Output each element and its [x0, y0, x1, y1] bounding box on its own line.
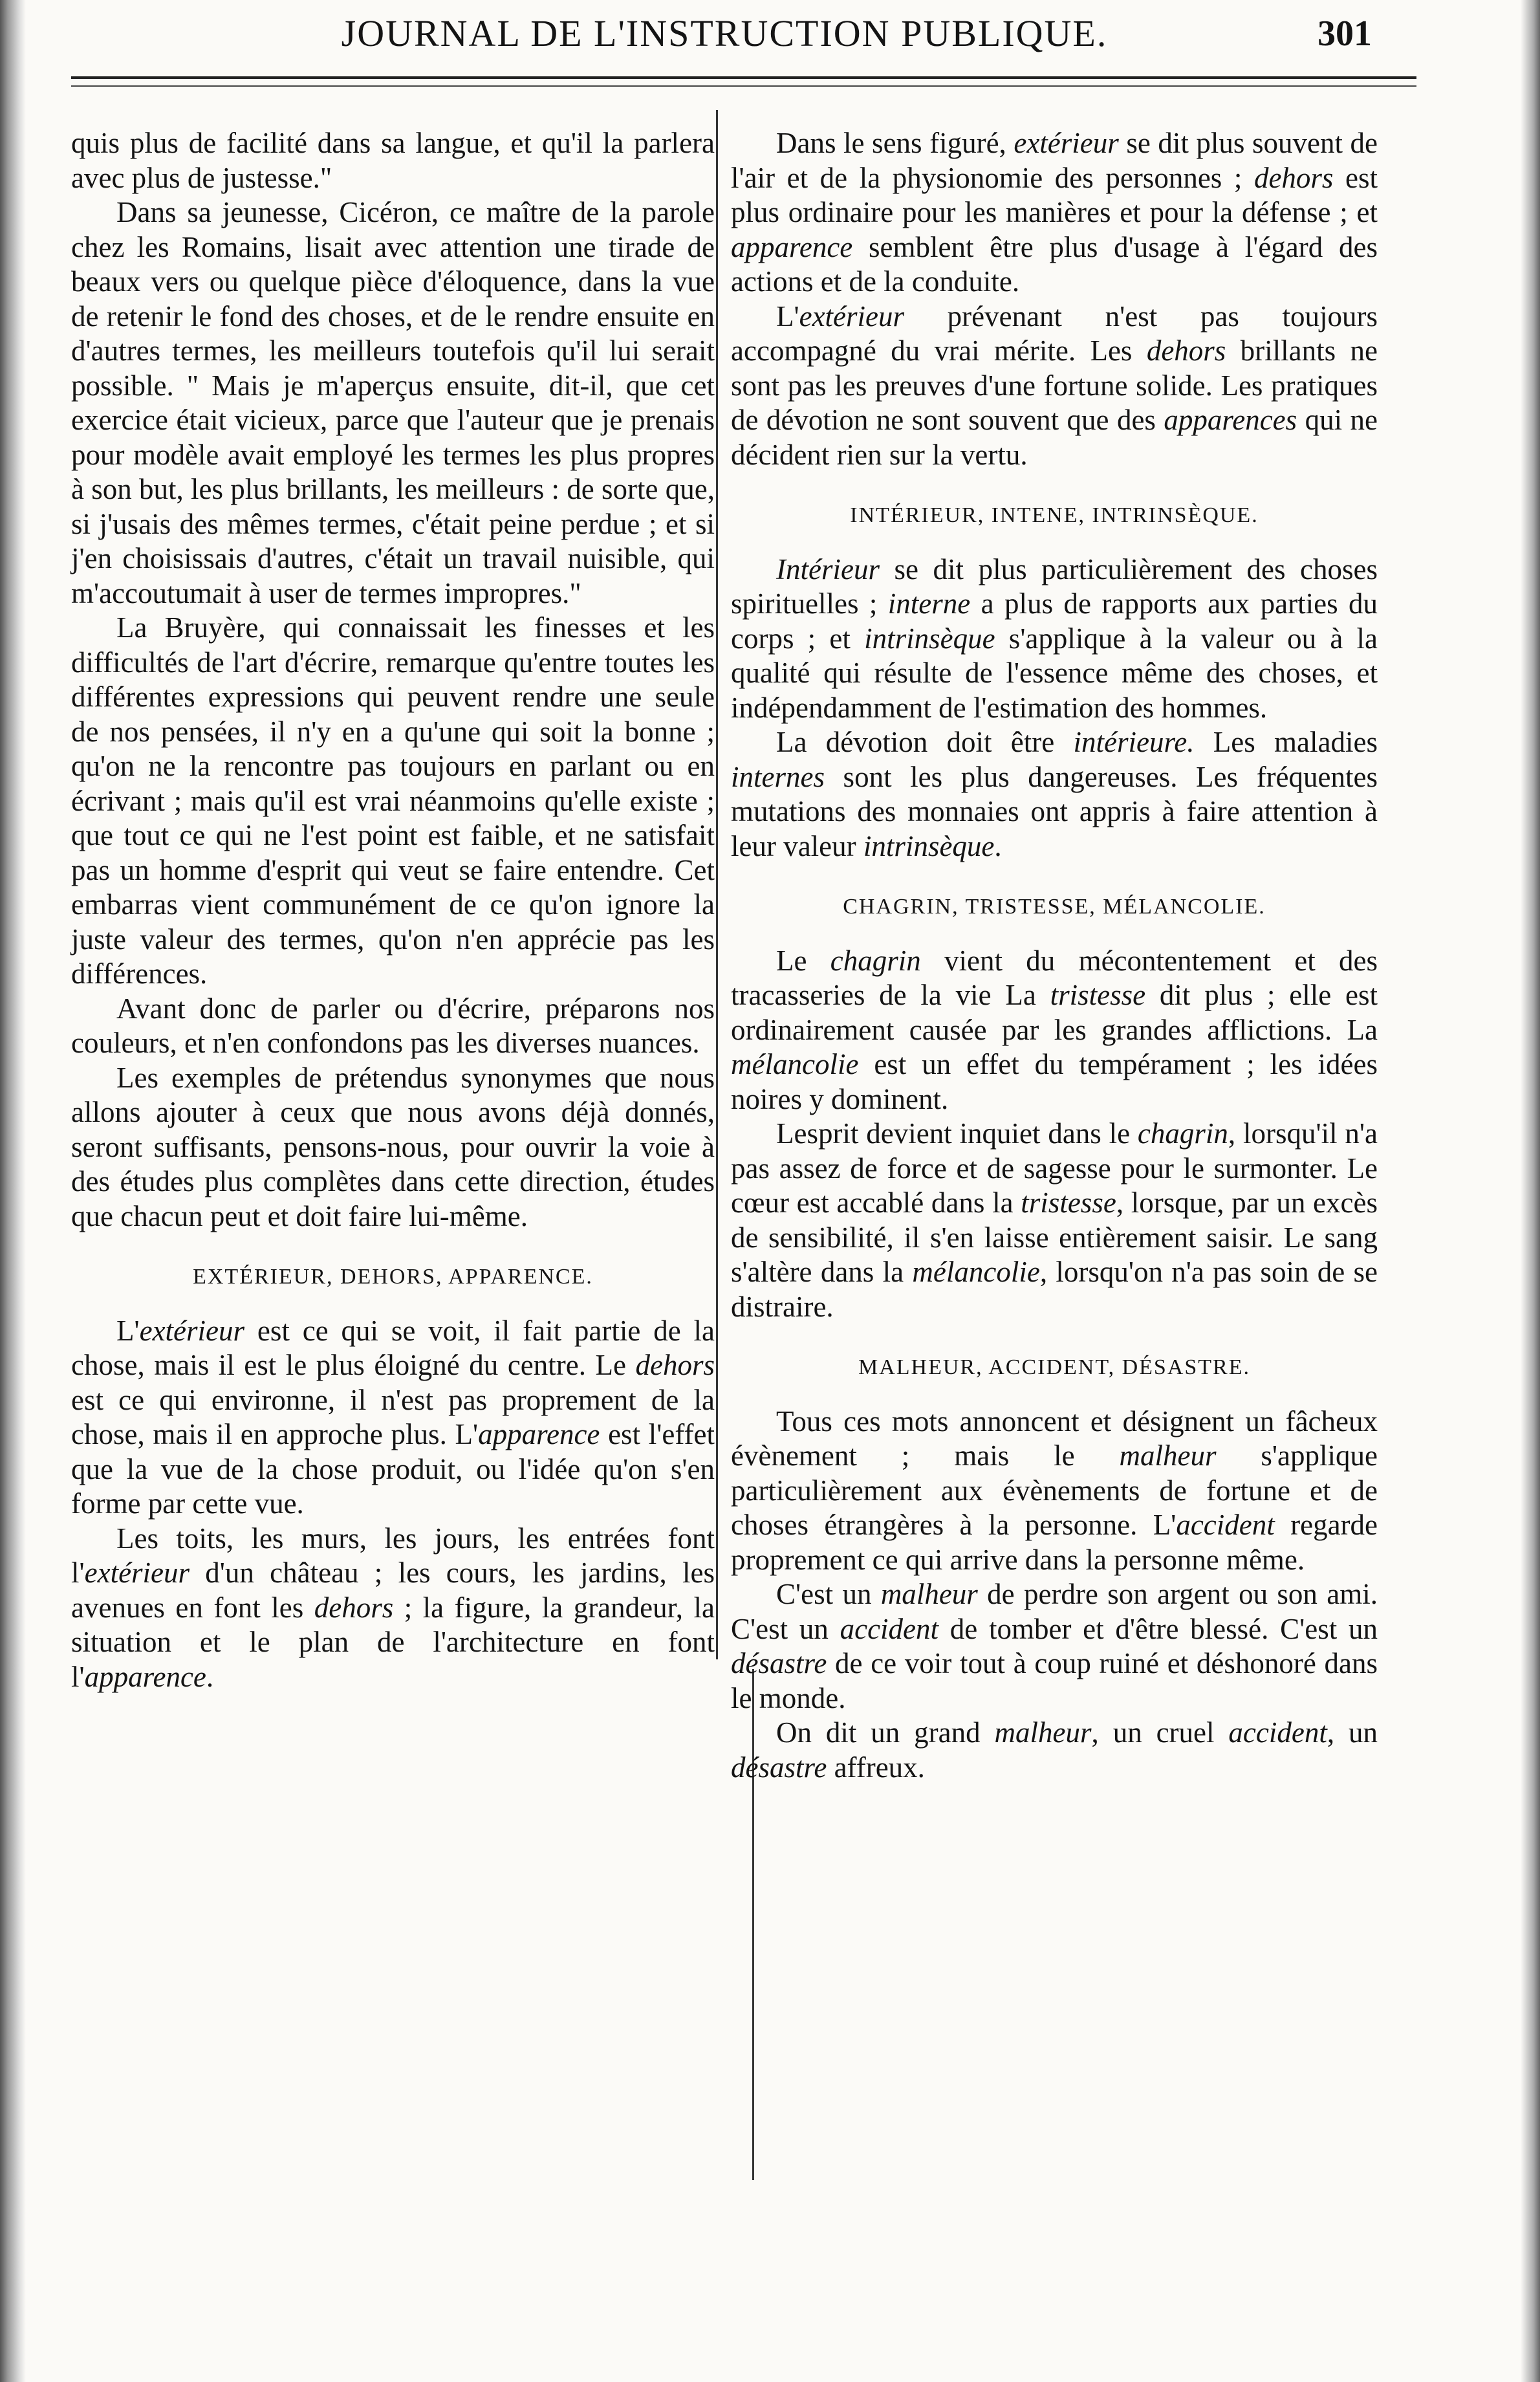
italic-term: interne [887, 587, 971, 620]
text-run: Les toits, les murs, les jours, les entrées font l' [71, 1522, 715, 1589]
italic-term: malheur [994, 1716, 1092, 1749]
text-run: Dans le sens figuré, [776, 127, 1014, 159]
section-heading: CHAGRIN, TRISTESSE, MÉLANCOLIE. [843, 895, 1266, 919]
italic-term: apparence [478, 1418, 600, 1450]
italic-term: intrinsèque [863, 829, 995, 862]
italic-term: intérieure. [1073, 726, 1195, 758]
italic-term: désastre [731, 1751, 827, 1784]
text-run: prévenant n'est pas toujours accompagné du vrai mérite. Les [731, 300, 1378, 367]
italic-term: apparence [84, 1660, 206, 1693]
italic-term: désastre [731, 1647, 827, 1679]
text-run: regarde proprement ce qui arrive dans la personne même. [731, 1509, 1378, 1576]
paragraph: Avant donc de parler ou d'écrire, préparons nos couleurs, et n'en confondons pas les diverses nuances. [71, 992, 715, 1059]
paragraph [71, 1314, 715, 1522]
header-rule [71, 76, 1416, 79]
text-run: ; la figure, la grandeur, la situation et le plan de l'architecture en font l' [71, 1591, 715, 1693]
italic-term: apparences [1164, 404, 1297, 436]
text-run: de perdre son argent ou son ami. C'est un [731, 1578, 1378, 1645]
text-run: se dit plus souvent de l'air et de la physionomie des personnes ; [731, 127, 1378, 194]
paragraph [731, 944, 1378, 1117]
text-run: , un cruel [1091, 1716, 1229, 1749]
italic-term: accident [1228, 1716, 1327, 1749]
text-run: Le [776, 944, 830, 977]
italic-term: dehors [1253, 161, 1334, 194]
italic-term: apparence [731, 230, 853, 263]
text-run: , un [1327, 1716, 1378, 1749]
text-run: est ce qui environne, il n'est pas proprement de la chose, mais il en approche plus. L' [71, 1383, 715, 1450]
text-run: de ce voir tout à coup ruiné et déshonoré dans le monde. [731, 1647, 1378, 1714]
text-run: C'est un [776, 1578, 881, 1610]
text-run: est plus ordinaire pour les manières et pour la défense ; et [731, 161, 1378, 228]
paragraph [71, 1522, 715, 1695]
text-run: , lorsqu'on n'a pas soin de se distraire. [731, 1256, 1378, 1323]
left-column [71, 126, 715, 1694]
text-run: est l'effet que la vue de la chose produit, ou l'idée qu'on s'en forme par cette vue. [71, 1418, 715, 1520]
italic-term: dehors [1146, 334, 1226, 367]
paragraph [731, 1404, 1378, 1578]
header-rule-thin [71, 85, 1416, 87]
text-run: affreux. [827, 1751, 925, 1784]
running-title: JOURNAL DE L'INSTRUCTION PUBLIQUE. [341, 12, 1108, 54]
paragraph [731, 552, 1378, 726]
text-run: On dit un grand [776, 1716, 995, 1749]
text-run: de tomber et d'être blessé. C'est un [938, 1612, 1378, 1645]
column-divider-upper [716, 110, 718, 1659]
italic-term: tristesse [1050, 979, 1146, 1011]
italic-term: chagrin [830, 944, 921, 977]
section-heading: INTÉRIEUR, INTENE, INTRINSÈQUE. [850, 503, 1259, 527]
text-run: qui ne décident rien sur la vertu. [731, 404, 1378, 471]
text-run: brillants ne sont pas les preuves d'une fortune solide. Les pratiques de dévotion ne sont souvent que des [731, 334, 1378, 436]
italic-term: malheur [1119, 1439, 1217, 1472]
paragraph: La Bruyère, qui connaissait les finesses et les difficultés de l'art d'écrire, remarque qu'entre toutes les différentes expressions qui peuvent rendre une seule de nos pensées, il n'y en a qu'une qui soit la bonne ; qu'on ne la rencontre pas toujours en parlant ou en écrivant ; mais qu'il est vrai néanmoins qu'elle existe ; que tout ce qui ne l'est point est faible, et ne satisfait pas un homme d'esprit qui veut se faire entendre. Cet embarras vient communément de ce qu'on ignore la juste valeur des termes, qu'on n'en apprécie pas les différences. [71, 611, 715, 990]
paragraph [731, 1117, 1378, 1324]
paragraph: quis plus de facilité dans sa langue, et qu'il la parlera avec plus de justesse." [71, 127, 715, 194]
paragraph [731, 1716, 1378, 1785]
italic-term: malheur [880, 1578, 978, 1610]
text-run: Tous ces mots annoncent et désignent un fâcheux évènement ; mais le [731, 1404, 1378, 1472]
text-run: L' [116, 1314, 140, 1347]
page-number: 301 [1318, 14, 1372, 54]
italic-term: extérieur [139, 1314, 245, 1347]
italic-term: chagrin [1137, 1117, 1228, 1150]
text-run: s'applique à la valeur ou à la qualité qui résulte de l'essence même des choses, et indépendamment de l'estimation des hommes. [731, 622, 1378, 724]
text-run: Lesprit devient inquiet dans le [776, 1117, 1138, 1150]
text-run: , lorsqu'il n'a pas assez de force et de sagesse pour le surmonter. Le cœur est accablé dans la [731, 1117, 1378, 1219]
paragraph: Les exemples de prétendus synonymes que nous allons ajouter à ceux que nous avons déjà donnés, seront suffisants, pensons-nous, pour ouvrir la voie à des études plus complètes dans cette direction, études que chacun peut et doit faire lui-même. [71, 1061, 715, 1232]
italic-term: internes [731, 760, 825, 793]
text-run: Les maladies [1194, 726, 1378, 758]
text-run: dit plus ; elle est ordinairement causée par les grandes afflictions. La [731, 979, 1378, 1046]
italic-term: extérieur [799, 300, 905, 333]
text-run: se dit plus particulièrement des choses spirituelles ; [731, 552, 1378, 620]
paragraph: Dans sa jeunesse, Cicéron, ce maître de la parole chez les Romains, lisait avec attention une tirade de beaux vers ou quelque pièce d'éloquence, dans la vue de retenir le fond des choses, et de le rendre ensuite en d'autres termes, les meilleurs toutefois qu'il lui serait possible. " Mais je m'aperçus ensuite, dit-il, que cet exercice était vicieux, parce que l'auteur que je prenais pour modèle avait employé les termes les plus propres à son but, les plus brillants, les meilleurs : de sorte que, si j'usais des mêmes termes, c'était peine perdue ; et si j'en choisissais d'autres, c'était un travail nuisible, qui m'accoutumait à user de termes impropres." [71, 196, 715, 609]
text-run: . [206, 1660, 214, 1693]
text-run: semblent être plus d'usage à l'égard des actions et de la conduite. [731, 230, 1378, 298]
paragraph [731, 725, 1378, 864]
italic-term: accident [1176, 1509, 1275, 1541]
text-run: s'applique particulièrement aux évènements de fortune et de choses étrangères à la personne. L' [731, 1439, 1378, 1541]
text-run: est un effet du tempérament ; les idées noires y dominent. [731, 1048, 1378, 1115]
text-run: a plus de rapports aux parties du corps ; et [731, 587, 1378, 655]
italic-term: dehors [635, 1349, 715, 1381]
page-edge [1521, 0, 1540, 2382]
italic-term: dehors [314, 1591, 394, 1624]
paragraph [731, 300, 1378, 473]
text-run: L' [776, 300, 799, 333]
text-run: d'un château ; les cours, les jardins, les avenues en font les [71, 1557, 715, 1624]
binding-edge [0, 0, 26, 2382]
italic-term: mélancolie [912, 1256, 1040, 1288]
text-run: sont les plus dangereuses. Les fréquentes mutations des monnaies ont appris à faire attention à leur valeur [731, 760, 1378, 862]
italic-term: extérieur [1014, 127, 1119, 159]
section-heading: MALHEUR, ACCIDENT, DÉSASTRE. [858, 1355, 1250, 1379]
italic-term: extérieur [84, 1557, 190, 1589]
text-run: est ce qui se voit, il fait partie de la chose, mais il est le plus éloigné du centre. Le [71, 1314, 715, 1381]
italic-term: intrinsèque [864, 622, 995, 655]
right-column [731, 126, 1378, 1785]
text-run: . [994, 829, 1002, 862]
italic-term: mélancolie [731, 1048, 859, 1080]
text-run: La dévotion doit être [776, 726, 1074, 758]
italic-term: tristesse [1021, 1186, 1116, 1219]
text-run: vient du mécontentement et des tracasseries de la vie La [731, 944, 1378, 1011]
italic-term: Intérieur [776, 552, 880, 585]
section-heading: EXTÉRIEUR, DEHORS, APPARENCE. [193, 1265, 593, 1289]
paragraph [731, 1577, 1378, 1716]
text-run: , lorsque, par un excès de sensibilité, il s'en laisse entièrement saisir. Le sang s'altère dans la [731, 1186, 1378, 1288]
paragraph [731, 126, 1378, 300]
italic-term: accident [840, 1612, 939, 1645]
